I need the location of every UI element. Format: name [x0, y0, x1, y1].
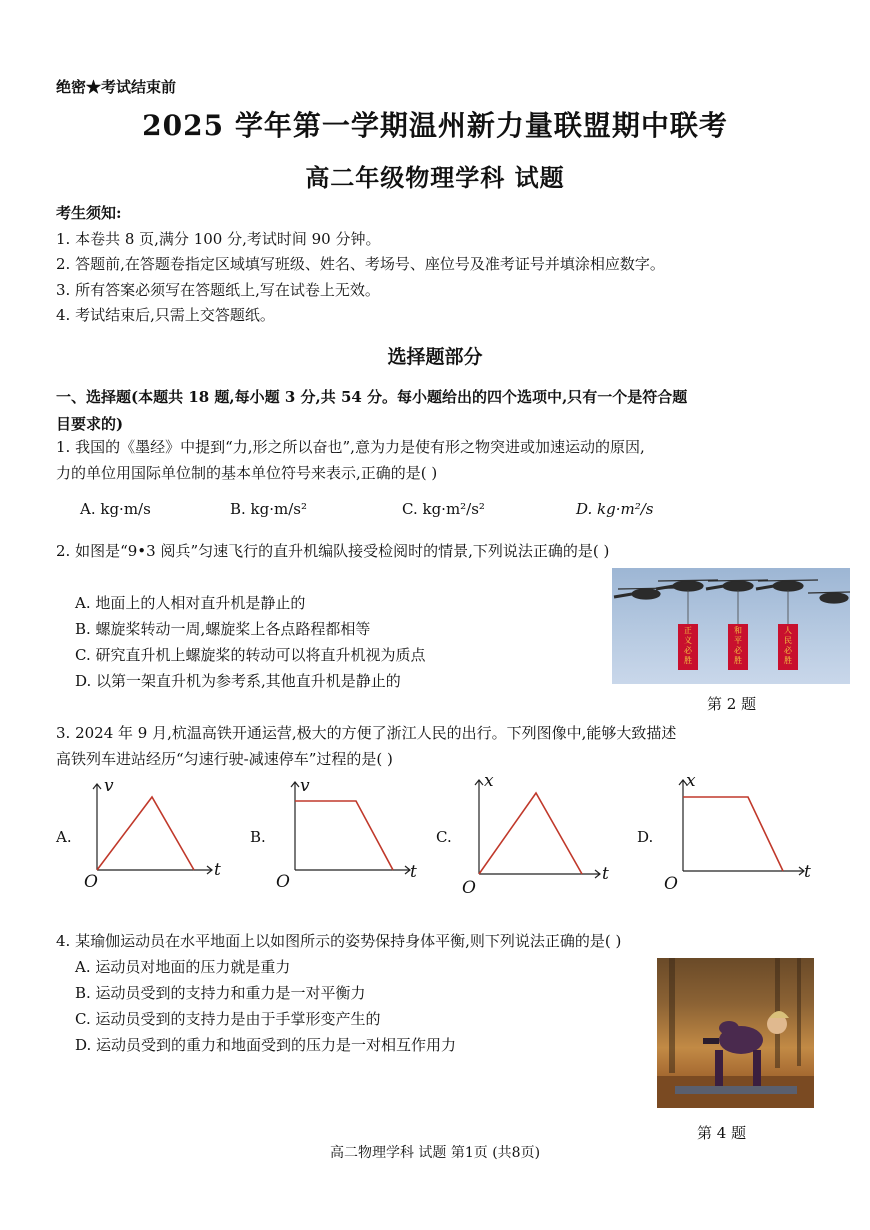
page-footer: 高二物理学科 试题 第1页 (共8页): [329, 1145, 541, 1161]
q1-line: 1. 我国的《墨经》中提到“力,形之所以奋也”,意为力是使有形之物突进或加速运动的原因,: [56, 438, 645, 456]
q3-option-b-letter: B.: [250, 828, 266, 846]
part-instructions: [56, 384, 846, 438]
graph-b-origin-label: O: [276, 872, 290, 892]
exam-subtitle: 高二年级物理学科 试题: [305, 163, 565, 192]
q3-graph-c: [462, 776, 617, 891]
notice-item: 1. 本卷共 8 页,满分 100 分,考试时间 90 分钟。: [56, 230, 381, 248]
graph-c-yaxis-label: x: [484, 771, 494, 791]
part-line: 一、选择题(本题共 18 题,每小题 3 分,共 54 分。每小题给出的四个选项中,只有一个是符合题: [56, 388, 688, 406]
q4-option-b: B. 运动员受到的支持力和重力是一对平衡力: [75, 984, 366, 1002]
section-title: 选择题部分: [387, 346, 483, 368]
helicopter-1: [614, 588, 674, 599]
banner-cables: [688, 590, 788, 624]
q3-graph-a: [80, 778, 230, 893]
banner-char: 必: [734, 646, 742, 655]
question-3-stem: [56, 720, 846, 772]
q1-option-b: B. kg·m/s²: [230, 500, 308, 518]
yoga-pose-drawing: [657, 958, 814, 1108]
question-2-stem: 2. 如图是“9•3 阅兵”匀速飞行的直升机编队接受检阅时的情景,下列说法正确的是( ): [56, 542, 610, 560]
q3-option-d-letter: D.: [637, 828, 654, 846]
part-line: 目要求的): [56, 415, 124, 433]
q2-option-d: D. 以第一架直升机为参考系,其他直升机是静止的: [75, 672, 401, 690]
q3-graph-d: [666, 776, 821, 891]
q1-option-c: C. kg·m²/s²: [402, 500, 485, 518]
banner-3-text: [778, 626, 798, 666]
graph-c-origin-label: O: [462, 878, 476, 898]
graph-d-axes: [679, 780, 804, 875]
helicopter-4: [756, 580, 818, 591]
graph-d-line: [683, 797, 783, 871]
graph-a-line: [97, 797, 194, 870]
exam-title: 2025 学年第一学期温州新力量联盟期中联考: [142, 109, 728, 142]
confidential-mark: 绝密★考试结束前: [56, 78, 177, 96]
figure-caption-q2: 第 2 题: [707, 695, 757, 713]
banner-char: 人: [784, 626, 792, 635]
graph-a-origin-label: O: [84, 872, 98, 892]
q3-line: 高铁列车进站经历“匀速行驶-减速停车”过程的是( ): [56, 750, 393, 768]
notice-item: 3. 所有答案必须写在答题纸上,写在试卷上无效。: [56, 281, 380, 299]
banner-char: 和: [734, 626, 742, 635]
question-4-stem: 4. 某瑜伽运动员在水平地面上以如图所示的姿势保持身体平衡,则下列说法正确的是( ): [56, 932, 622, 950]
graph-b-line: [295, 801, 393, 870]
graph-a-xaxis-label: t: [214, 860, 221, 880]
graph-b-xaxis-label: t: [410, 862, 417, 882]
helicopter-5: [808, 592, 850, 603]
q3-option-c-letter: C.: [436, 828, 452, 846]
graph-c-xaxis-label: t: [602, 864, 609, 884]
notice-item: 2. 答题前,在答题卷指定区域填写班级、姓名、考场号、座位号及准考证号并填涂相应数字。: [56, 255, 665, 273]
banner-2-text: [728, 626, 748, 666]
banner-char: 正: [684, 626, 692, 635]
q3-line: 3. 2024 年 9 月,杭温高铁开通运营,极大的方便了浙江人民的出行。下列图像中,能够大致描述: [56, 724, 677, 742]
graph-d-xaxis-label: t: [804, 862, 811, 882]
q4-option-a: A. 运动员对地面的压力就是重力: [75, 958, 291, 976]
helicopter-silhouettes: [614, 580, 850, 603]
q1-line: 力的单位用国际单位制的基本单位符号来表示,正确的是( ): [56, 464, 438, 482]
banner-char: 胜: [784, 656, 792, 665]
banner-char: 胜: [684, 656, 692, 665]
figure-caption-q4: 第 4 题: [697, 1124, 747, 1142]
graph-d-origin-label: O: [664, 874, 678, 894]
banner-char: 民: [784, 636, 792, 645]
question-1-stem: [56, 434, 846, 486]
q1-option-a: A. kg·m/s: [80, 500, 151, 518]
yoga-pose-image: [657, 958, 814, 1108]
q4-option-d: D. 运动员受到的重力和地面受到的压力是一对相互作用力: [75, 1036, 457, 1054]
graph-a-yaxis-label: v: [104, 776, 114, 796]
banner-char: 平: [734, 636, 742, 645]
banner-char: 必: [684, 646, 692, 655]
q2-option-a: A. 地面上的人相对直升机是静止的: [75, 594, 306, 612]
graph-c-line: [479, 793, 582, 874]
banner-char: 必: [784, 646, 792, 655]
q3-option-a-letter: A.: [56, 828, 72, 846]
graph-b-yaxis-label: v: [300, 776, 310, 796]
banner-1-text: [678, 626, 698, 666]
banner-char: 义: [684, 636, 692, 645]
notice-item: 4. 考试结束后,只需上交答题纸。: [56, 306, 275, 324]
yoga-mat: [675, 1086, 797, 1094]
notice-heading: 考生须知:: [56, 204, 122, 222]
banner-char: 胜: [734, 656, 742, 665]
graph-d-yaxis-label: x: [686, 771, 696, 791]
q4-option-c: C. 运动员受到的支持力是由于手掌形变产生的: [75, 1010, 381, 1028]
q2-option-c: C. 研究直升机上螺旋桨的转动可以将直升机视为质点: [75, 646, 426, 664]
q1-option-d: D. kg·m²/s: [576, 500, 654, 518]
q2-option-b: B. 螺旋桨转动一周,螺旋桨上各点路程都相等: [75, 620, 371, 638]
helicopter-formation-image: [612, 568, 850, 684]
